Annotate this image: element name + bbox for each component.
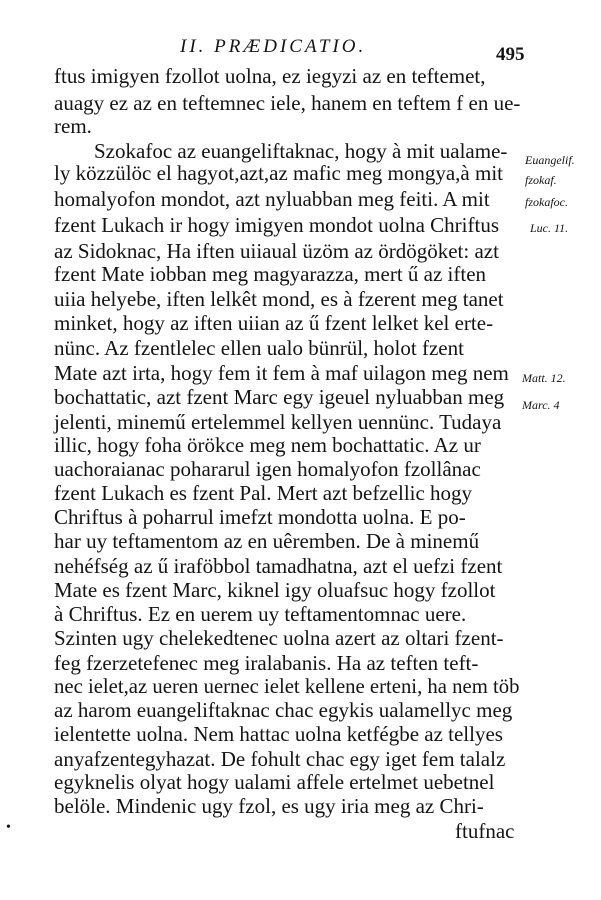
text-line: Chriftus à poharrul imefzt mondotta uolna. E po- bbox=[54, 505, 466, 529]
text-line: belöle. Mindenic ugy fzol, es ugy iria meg az Chri- bbox=[54, 794, 484, 818]
text-line: anyafzentegyhazat. De fohult chac egy iget fem talalz bbox=[54, 747, 506, 771]
text-line: minket, hogy az iften uiian az ű fzent lelket kel erte- bbox=[54, 311, 494, 335]
margin-note: Matt. 12. bbox=[522, 371, 566, 385]
text-line: ly közzülöc el hagyot,azt,az mafic meg mongya,à mit bbox=[54, 161, 503, 185]
page-number: 495 bbox=[496, 44, 525, 65]
text-line: Mate es fzent Marc, kiknel igy oluafsuc hogy fzollot bbox=[54, 578, 496, 602]
text-line: az harom euangeliftaknac chac egykis ualamellyc meg bbox=[54, 698, 513, 722]
margin-note: fzokaf. bbox=[525, 173, 557, 187]
text-line: rem. bbox=[54, 114, 92, 138]
text-line: egyknelis olyat hogy ualami affele ertelmet uebetnel bbox=[54, 770, 495, 794]
ink-speck: • bbox=[6, 820, 11, 835]
margin-note: fzokafoc. bbox=[525, 195, 568, 209]
text-line: jelenti, minemű ertelemmel kellyen uennünc. Tudaya bbox=[54, 410, 502, 434]
text-line: ielentette uolna. Nem hattac uolna ketfégbe az tellyes bbox=[54, 722, 503, 746]
text-line: fzent Mate iobban meg magyarazza, mert ű az iften bbox=[54, 262, 487, 286]
text-line: Mate azt irta, hogy fem it fem à maf uilagon meg nem bbox=[54, 361, 509, 385]
text-line: illic, hogy foha örökce meg nem bochattatic. Az ur bbox=[54, 433, 481, 457]
margin-note: Marc. 4 bbox=[522, 398, 560, 412]
text-line: à Chriftus. Ez en uerem uy teftamentomnac uere. bbox=[54, 602, 467, 626]
text-line: uachoraianac pohararul igen homalyofon fzollânac bbox=[54, 457, 481, 481]
text-line: nehéfség az ű iraföbbol tamadhatna, azt el uefzi fzent bbox=[54, 554, 503, 578]
text-line: fzent Lukach es fzent Pal. Mert azt befzellic hogy bbox=[54, 481, 473, 505]
text-line: Szinten ugy chelekedtenec uolna azert az oltari fzent- bbox=[54, 626, 504, 650]
text-line: fzent Lukach ir hogy imigyen mondot uolna Chriftus bbox=[54, 213, 499, 237]
text-line: homalyofon mondot, azt nyluabban meg feiti. A mit bbox=[54, 187, 490, 211]
text-line: nünc. Az fzentlelec ellen ualo bünrül, holot fzent bbox=[54, 336, 464, 360]
text-line: feg fzerzetefenec meg iralabanis. Ha az teften teft- bbox=[54, 651, 479, 675]
margin-note: Euangelif. bbox=[525, 153, 575, 167]
text-line: Szokafoc az euangeliftaknac, hogy à mit ualame- bbox=[94, 139, 508, 163]
text-line: ftus imigyen fzollot uolna, ez iegyzi az en teftemet, bbox=[54, 64, 486, 88]
text-line: auagy ez az en teftemnec iele, hanem en teftem f en ue- bbox=[54, 91, 521, 115]
text-line: uiia helyebe, iften lelkêt mond, es à fzerent meg tanet bbox=[54, 287, 504, 311]
margin-note: Luc. 11. bbox=[530, 221, 569, 235]
text-line: nec ielet,az ueren uernec ielet kellene erteni, ha nem töb bbox=[54, 674, 520, 698]
text-line: ftufnac bbox=[455, 819, 515, 843]
running-title: II. PRÆDICATIO. bbox=[180, 36, 367, 57]
text-line: bochattatic, azt fzent Marc egy igeuel nyluabban meg bbox=[54, 385, 505, 409]
text-line: az Sidoknac, Ha iften uiiaual üzöm az ördögöket: azt bbox=[54, 239, 499, 263]
text-line: har uy teftamentom az en uêremben. De à minemű bbox=[54, 529, 480, 553]
